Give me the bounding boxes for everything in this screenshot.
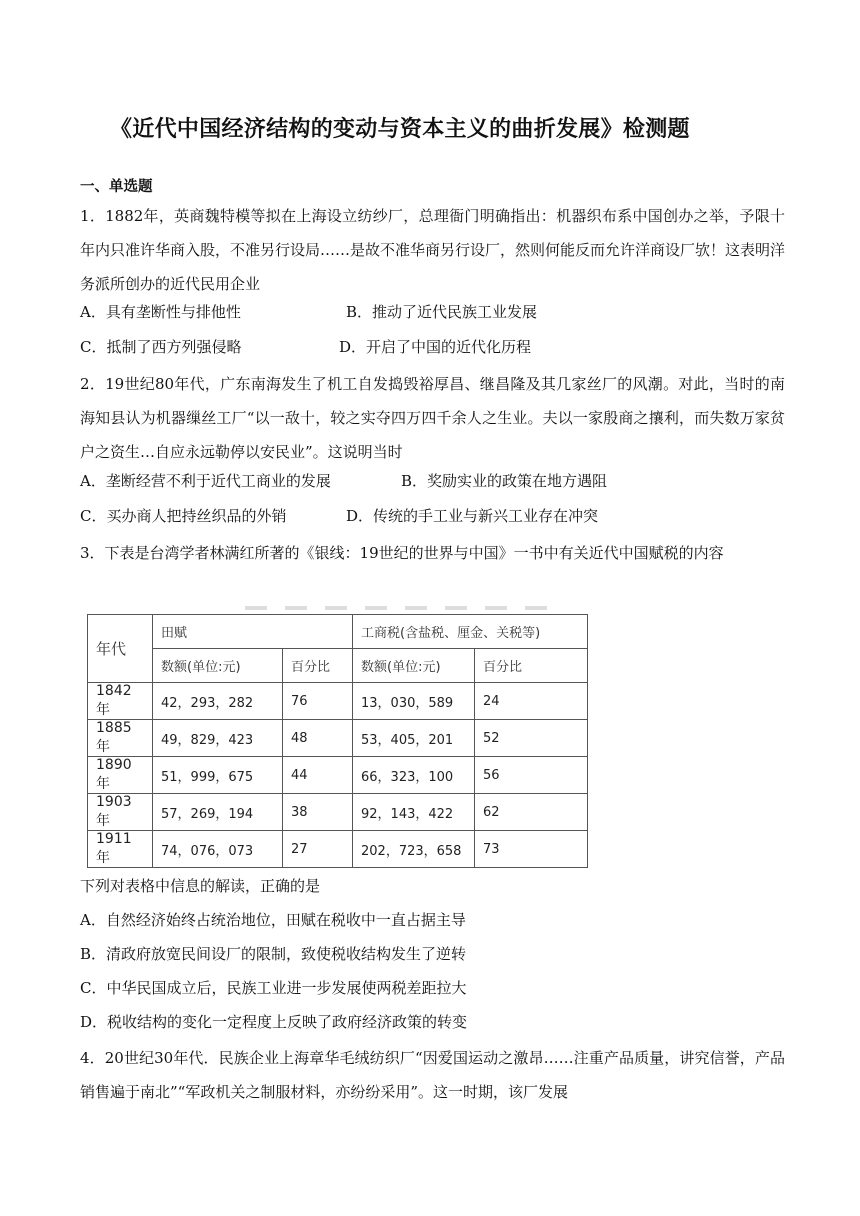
table-subheader-amount: 数额(单位:元) [353,649,475,683]
table-row [88,831,588,868]
page-title: 《近代中国经济结构的变动与资本主义的曲折发展》检测题 [110,117,690,142]
table-subheader-percent: 百分比 [283,649,353,683]
table-cell-commerce-amount: 92，143，422 [353,794,475,831]
table-cell-year: 1903年 [88,794,153,831]
table-cell-commerce-percent: 56 [475,757,588,794]
table-row [88,683,588,720]
question-1-option-c: C．抵制了西方列强侵略 [80,338,242,356]
section-heading: 一、单选题 [80,179,153,195]
question-1-stem: 1．1882年，英商魏特模等拟在上海设立纺纱厂，总理衙门明确指出：机器织布系中国创办之举，予限十年内只准许华商入股，不准另行设局……是故不准华商另行设厂，然则何能反而允许洋商设厂欤！这表明洋务派所创办的近代民用企业 [80,207,786,293]
question-4-stem: 4．20世纪30年代．民族企业上海章华毛绒纺织厂“因爱国运动之激昂……注重产品质量，讲究信誉，产品销售遍于南北”“军政机关之制服材料，亦纷纷采用”。这一时期，该厂发展 [80,1049,785,1101]
table-cell-commerce-percent: 62 [475,794,588,831]
table-cell-commerce-percent: 52 [475,720,588,757]
table-cell-year: 1885年 [88,720,153,757]
question-2-stem: 2．19世纪80年代，广东南海发生了机工自发捣毁裕厚昌、继昌隆及其几家丝厂的风潮。对此，当时的南海知县认为机器缫丝工厂“以一敌十，较之实夺四万四千余人之生业。夫以一家殷商之攘利，而失数万家贫户之资生…自应永远勒停以安民业”。这说明当时 [80,375,785,461]
table-cell-land-amount: 51，999，675 [153,757,283,794]
tax-table [87,614,588,868]
table-row [88,794,588,831]
table-cell-land-percent: 27 [283,831,353,868]
question-1-option-a: A．具有垄断性与排他性 [80,303,241,321]
question-1-option-b: B．推动了近代民族工业发展 [346,303,538,321]
table-header-land-tax: 田赋 [153,615,353,649]
table-cell-land-amount: 74，076，073 [153,831,283,868]
table-header-commerce-tax: 工商税(含盐税、厘金、关税等) [353,615,588,649]
image-top-edge [245,606,555,610]
table-cell-year: 1842年 [88,683,153,720]
question-3-option-a: A．自然经济始终占统治地位，田赋在税收中一直占据主导 [80,911,466,929]
question-2-option-c: C．买办商人把持丝织品的外销 [80,507,287,525]
table-cell-commerce-percent: 24 [475,683,588,720]
table-cell-year: 1911年 [88,831,153,868]
table-cell-commerce-amount: 53，405，201 [353,720,475,757]
question-3-option-c: C．中华民国成立后，民族工业进一步发展使两税差距拉大 [80,979,467,997]
table-cell-commerce-amount: 66，323，100 [353,757,475,794]
table-cell-land-percent: 44 [283,757,353,794]
table-cell-land-amount: 42，293，282 [153,683,283,720]
table-row [88,757,588,794]
table-cell-commerce-percent: 73 [475,831,588,868]
question-2-option-d: D．传统的手工业与新兴工业存在冲突 [346,507,599,525]
table-subheader-amount: 数额(单位:元) [153,649,283,683]
question-3-option-b: B．清政府放宽民间设厂的限制，致使税收结构发生了逆转 [80,945,467,963]
table-cell-commerce-amount: 13，030，589 [353,683,475,720]
table-cell-land-amount: 49，829，423 [153,720,283,757]
table-cell-commerce-amount: 202，723，658 [353,831,475,868]
table-header-year: 年代 [88,615,153,683]
question-3-stem: 3．下表是台湾学者林满红所著的《银线：19世纪的世界与中国》一书中有关近代中国赋税的内容 [80,544,724,562]
table-cell-land-percent: 76 [283,683,353,720]
table-cell-year: 1890年 [88,757,153,794]
table-cell-land-percent: 38 [283,794,353,831]
table-row [88,720,588,757]
table-cell-land-percent: 48 [283,720,353,757]
question-1-option-d: D．开启了中国的近代化历程 [339,338,532,356]
question-2-option-b: B．奖励实业的政策在地方遇阻 [401,472,608,490]
table-cell-land-amount: 57，269，194 [153,794,283,831]
table-subheader-percent: 百分比 [475,649,588,683]
question-3-option-d: D．税收结构的变化一定程度上反映了政府经济政策的转变 [80,1013,468,1031]
question-2-option-a: A．垄断经营不利于近代工商业的发展 [80,472,331,490]
question-3-followup: 下列对表格中信息的解读，正确的是 [80,877,321,895]
